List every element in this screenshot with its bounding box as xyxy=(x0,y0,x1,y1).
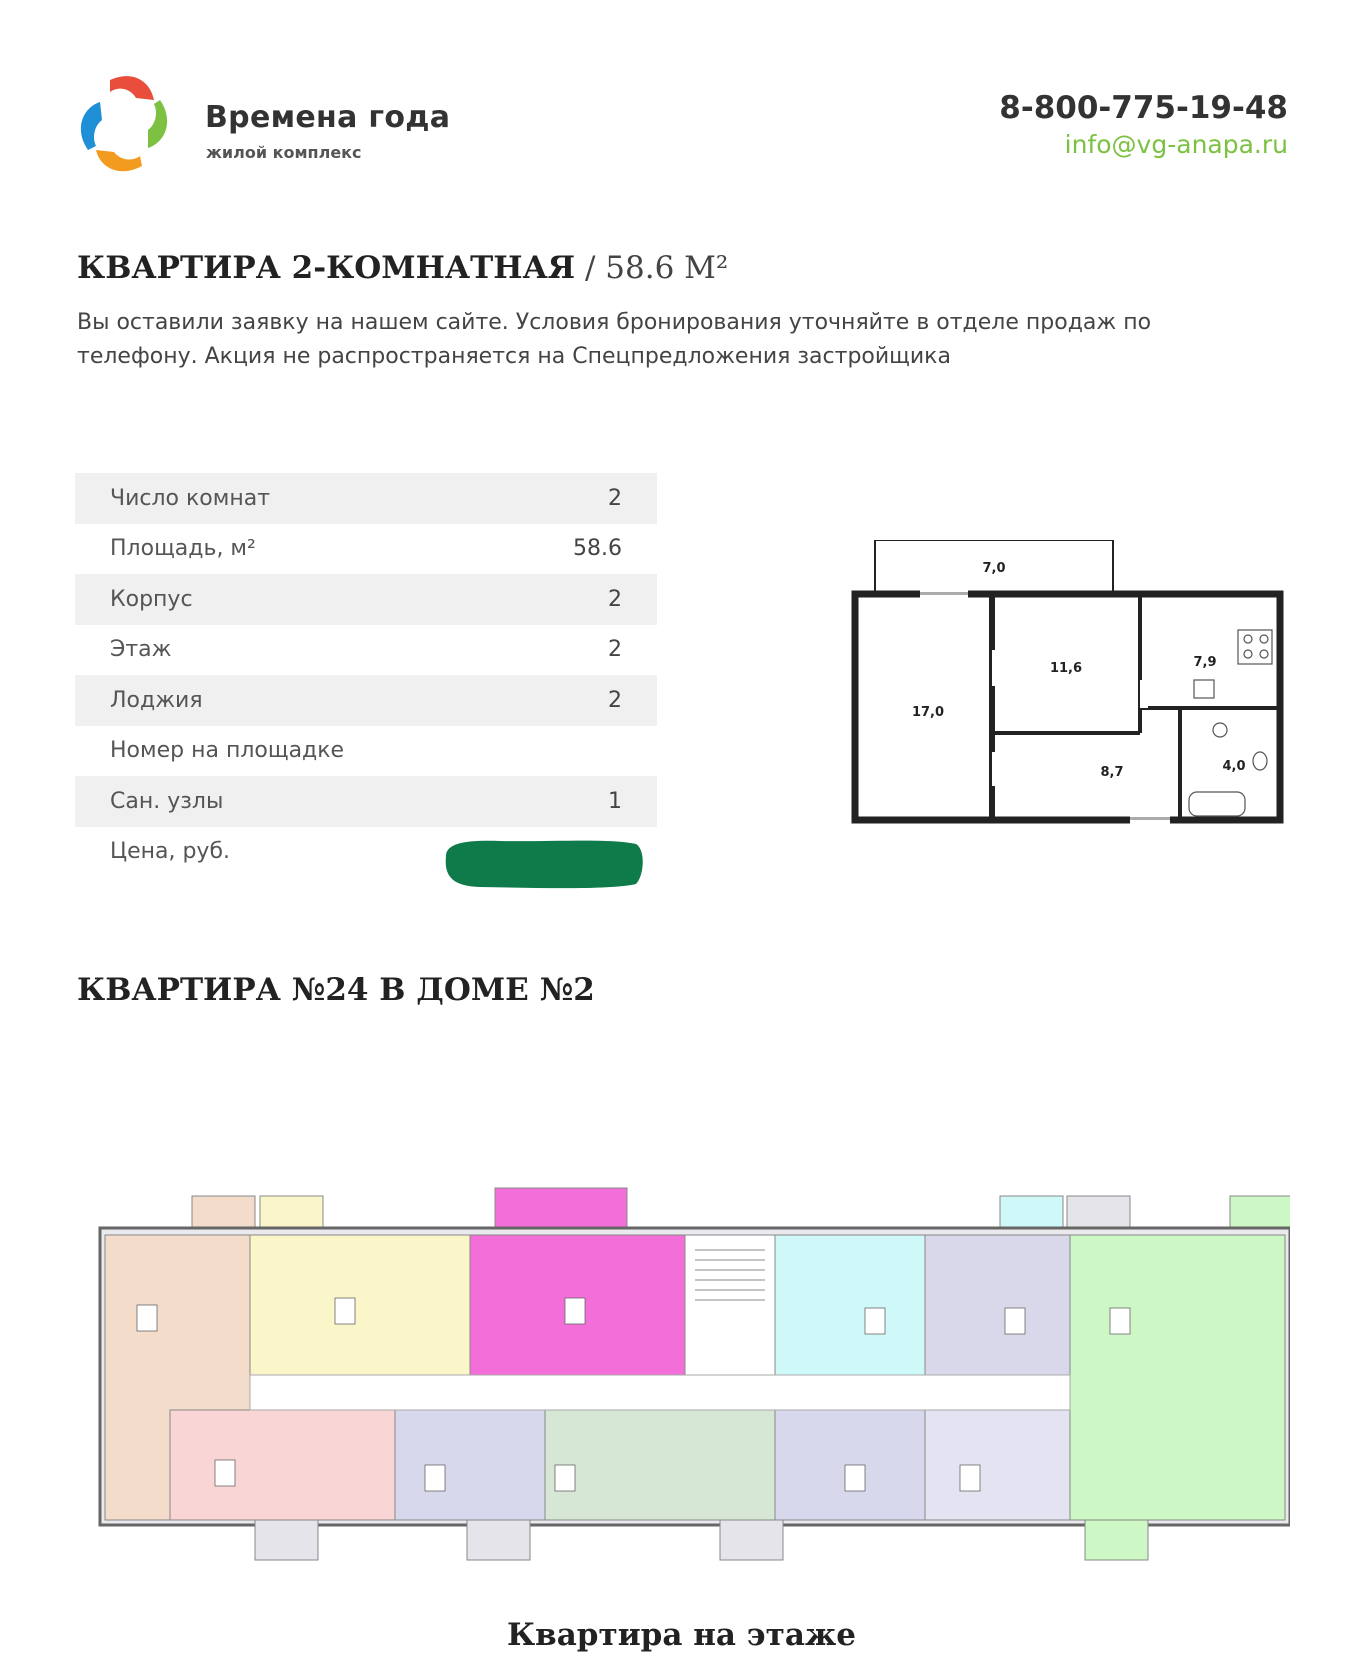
email-link[interactable]: info@vg-anapa.ru xyxy=(1064,130,1288,159)
param-value: 2 xyxy=(608,687,622,713)
param-row xyxy=(75,524,657,575)
phone-number[interactable]: 8-800-775-19-48 xyxy=(999,90,1288,126)
room-area-loggia: 7,0 xyxy=(982,561,1006,576)
param-value: 58.6 xyxy=(573,536,622,562)
page-title xyxy=(77,250,728,286)
param-row xyxy=(75,776,657,827)
param-value: 2 xyxy=(608,586,622,612)
param-label: Сан. узлы xyxy=(110,788,224,814)
room-area-bath: 4,0 xyxy=(1222,759,1246,774)
param-row xyxy=(75,473,657,524)
floor-plan xyxy=(95,1180,1290,1570)
param-value: 2 xyxy=(608,485,622,511)
params-table xyxy=(75,473,657,877)
param-label: Корпус xyxy=(110,586,193,612)
floor-caption: Квартира на этаже xyxy=(506,1617,857,1653)
apartment-type: КВАРТИРА 2-КОМНАТНАЯ xyxy=(77,250,576,286)
param-label: Площадь, м² xyxy=(110,536,256,562)
param-row xyxy=(75,574,657,625)
apartment-plan xyxy=(850,540,1290,830)
param-label: Число комнат xyxy=(110,485,271,511)
param-row xyxy=(75,726,657,777)
booking-notice: Вы оставили заявку на нашем сайте. Условия бронирования уточняйте в отделе продаж по телефону. Акция не распространяется на Спецпредложения застройщика xyxy=(77,310,1152,369)
brand-name: Времена года xyxy=(205,100,451,135)
section-title: КВАРТИРА №24 В ДОМЕ №2 xyxy=(77,972,595,1008)
apartment-area: / 58.6 М² xyxy=(584,250,729,286)
param-row xyxy=(75,675,657,726)
brand-subtitle: жилой комплекс xyxy=(206,143,362,162)
param-row xyxy=(75,625,657,676)
room-area-hall: 8,7 xyxy=(1100,765,1124,780)
room-area-living: 17,0 xyxy=(911,705,945,720)
param-label: Лоджия xyxy=(110,687,203,713)
param-label: Цена, руб. xyxy=(110,839,231,865)
param-label: Номер на площадке xyxy=(110,738,345,764)
param-label: Этаж xyxy=(110,637,172,663)
room-area-bedroom: 11,6 xyxy=(1049,661,1083,676)
param-value: 1 xyxy=(608,788,622,814)
logo-icon xyxy=(70,70,180,180)
price-redaction xyxy=(440,836,644,890)
param-value: 2 xyxy=(608,637,622,663)
room-area-kitchen: 7,9 xyxy=(1193,655,1217,670)
